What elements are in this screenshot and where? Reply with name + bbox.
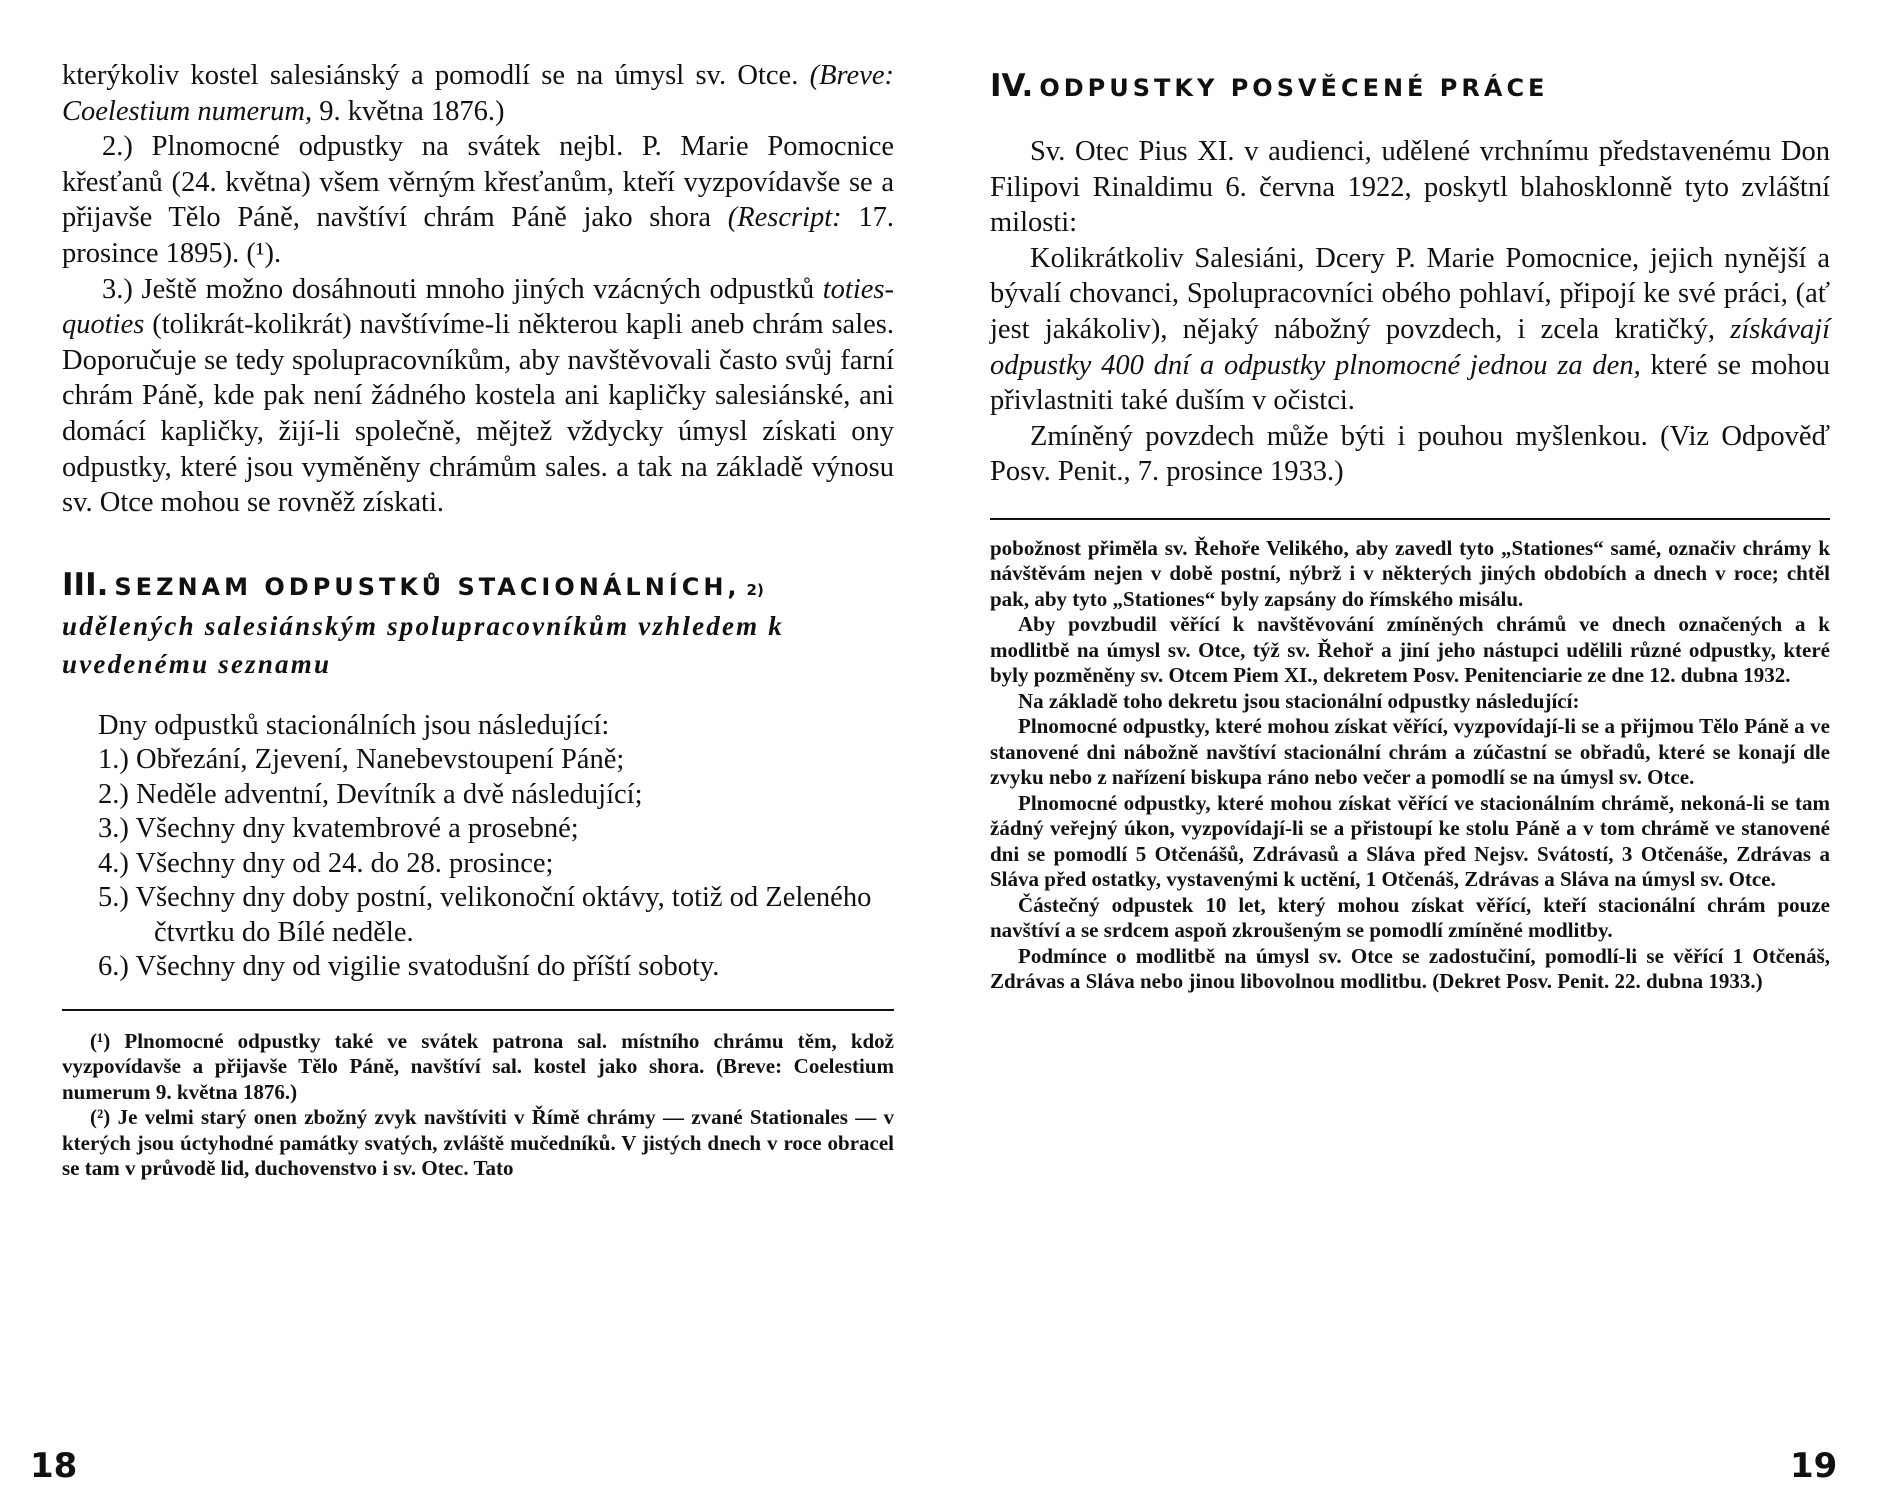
list-item: 5.) Všechny dny doby postní, velikonoční oktávy, totiž od Zeleného čtvrtku do Bílé neděle. xyxy=(98,882,872,948)
footnote-paragraph: pobožnost přiměla sv. Řehoře Velikého, aby zavedl tyto „Stationes“ samé, označiv chrámy k návštěvám nejen v době postní, nýbrž i v některých jiných obdobích a dnech v roce; chtěl pak, aby tyto „Stationes“ byly zapsány do římského misálu. xyxy=(990,535,1830,611)
footnote-paragraph: Částečný odpustek 10 let, který mohou získat věřící, kteří stacionální chrám pouze navštíví a se srdcem aspoň zkroušeným se pomodlí zmíněné modlitby. xyxy=(990,892,1830,943)
section-heading: III. SEZNAM ODPUSTKŮ STACIONÁLNÍCH, 2) xyxy=(62,566,764,603)
left-page xyxy=(62,58,894,1182)
paragraph: 3.) Ještě možno dosáhnouti mnoho jiných vzácných odpustků toties-quoties (tolikrát-kolikrát) navštívíme-li některou kapli aneb chrám sales. Doporučuje se tedy spolupracovníkům, aby navštěvovali často svůj farní chrám Páně, kde pak není žádného kostela ani kapličky salesiánské, ani domácí kapličky, žijí-li společně, mějtež vždycky úmysl získati ony odpustky, které jsou vyměněny chrámům sales. a tak na základě výnosu sv. Otce mohou se rovněž získati. xyxy=(62,273,894,519)
footnotes xyxy=(62,1029,894,1182)
list-item: 6.) Všechny dny od vigilie svatodušní do příští soboty. xyxy=(98,951,720,983)
list-item: 4.) Všechny dny od 24. do 28. prosince; xyxy=(98,847,554,879)
page-number: 19 xyxy=(1790,1446,1838,1486)
paragraph: Sv. Otec Pius XI. v audienci, udělené vrchnímu představenému Don Filipovi Rinaldimu 6. června 1922, poskytl blahosklonně tyto zvláštní milosti: xyxy=(990,136,1830,239)
right-page xyxy=(990,58,1830,995)
paragraph: Kolikrátkoliv Salesiáni, Dcery P. Marie Pomocnice, jejich nynější a bývalí chovanci, Spolupracovníci obého pohlaví, připojí ke své práci, (ať jest jakákoliv), nějaký nábožný povzdech, i zcela kratičký, získávají odpustky 400 dní a odpustky plnomocné jednou za den, které se mohou přivlastniti také duším v očistci. xyxy=(990,242,1830,417)
list-intro: Dny odpustků stacionálních jsou následující: xyxy=(98,709,610,741)
footnote: (²) Je velmi starý onen zbožný zvyk navštíviti v Římě chrámy — zvané Stationales — v kterých jsou úctyhodné památky svatých, zvláště mučedníků. V jistých dnech v roce obracel se tam v průvodě lid, duchovenstvo i sv. Otec. Tato xyxy=(62,1105,894,1181)
footnote-paragraph: Podmínce o modlitbě na úmysl sv. Otce se zadostučiní, pomodlí-li se věřící 1 Otčenáš, Zdrávas a Sláva nebo jinou libovolnou modlitbu. (Dekret Posv. Penit. 22. dubna 1933.) xyxy=(990,943,1830,994)
footnote-paragraph: Na základě toho dekretu jsou stacionální odpustky následující: xyxy=(1018,688,1580,713)
footnote-divider xyxy=(990,518,1830,520)
footnote-paragraph: Aby povzbudil věřící k navštěvování zmíněných chrámů ve dnech označených a k modlitbě na úmysl sv. Otce, týž sv. Řehoř a jiní jeho nástupci udělili různé odpustky, které byly pozměněny sv. Otcem Piem XI., dekretem Posv. Penitenciarie ze dne 12. dubna 1932. xyxy=(990,612,1830,688)
footnote-paragraph: Plnomocné odpustky, které mohou získat věřící, vyzpovídají-li se a přijmou Tělo Páně a ve stanovené dni nábožně navštíví stacionální chrám a zúčastní se obřadů, které se konají dle zvyku nebo z nařízení biskupa ráno nebo večer a pomodlí se na úmysl sv. Otce. xyxy=(990,714,1830,790)
stational-days-list xyxy=(62,743,894,985)
footnote-continuation xyxy=(990,536,1830,995)
list-item: 2.) Neděle adventní, Devítník a dvě následující; xyxy=(98,778,643,810)
list-item: 1.) Obřezání, Zjevení, Nanebevstoupení Páně; xyxy=(98,744,625,776)
footnote-divider xyxy=(62,1009,894,1011)
section-heading: IV. ODPUSTKY POSVĚCENÉ PRÁCE xyxy=(990,68,1549,104)
paragraph: 2.) Plnomocné odpustky na svátek nejbl. P. Marie Pomocnice křesťanů (24. května) všem věrným křesťanům, kteří vyzpovídavše se a přijavše Tělo Páně, navštíví chrám Páně jako shora (Rescript: 17. prosince 1895). (¹). xyxy=(62,131,895,269)
list-item: 3.) Všechny dny kvatembrové a prosebné; xyxy=(98,813,579,845)
paragraph: Zmíněný povzdech může býti i pouhou myšlenkou. (Viz Odpověď Posv. Penit., 7. prosince 1933.) xyxy=(990,420,1830,488)
paragraph: kterýkoliv kostel salesiánský a pomodlí se na úmysl sv. Otce. (Breve: Coelestium numerum, 9. května 1876.) xyxy=(62,60,894,127)
footnote: (¹) Plnomocné odpustky také ve svátek patrona sal. místního chrámu těm, kdož vyzpovídavše a přijavše Tělo Páně, navštíví sal. kostel jako shora. (Breve: Coelestium numerum 9. května 1876.) xyxy=(62,1028,894,1104)
footnote-paragraph: Plnomocné odpustky, které mohou získat věřící ve stacionálním chrámě, nekoná-li se tam žádný veřejný úkon, vyzpovídají-li se a přistoupí ke stolu Páně a v tom chrámě ve stanovené dni se pomodlí 5 Otčenášů, Zdrávasů a Sláva před Nejsv. Svátostí, 3 Otčenáše, Zdrávas a Sláva před ostatky, vystavenými k uctění, 1 Otčenáš, Zdrávas a Sláva na úmysl sv. Otce. xyxy=(990,790,1830,892)
page-number: 18 xyxy=(30,1446,78,1486)
section-subtitle: udělených salesiánským spolupracovníkům vzhledem k uvedenému seznamu xyxy=(62,610,785,679)
